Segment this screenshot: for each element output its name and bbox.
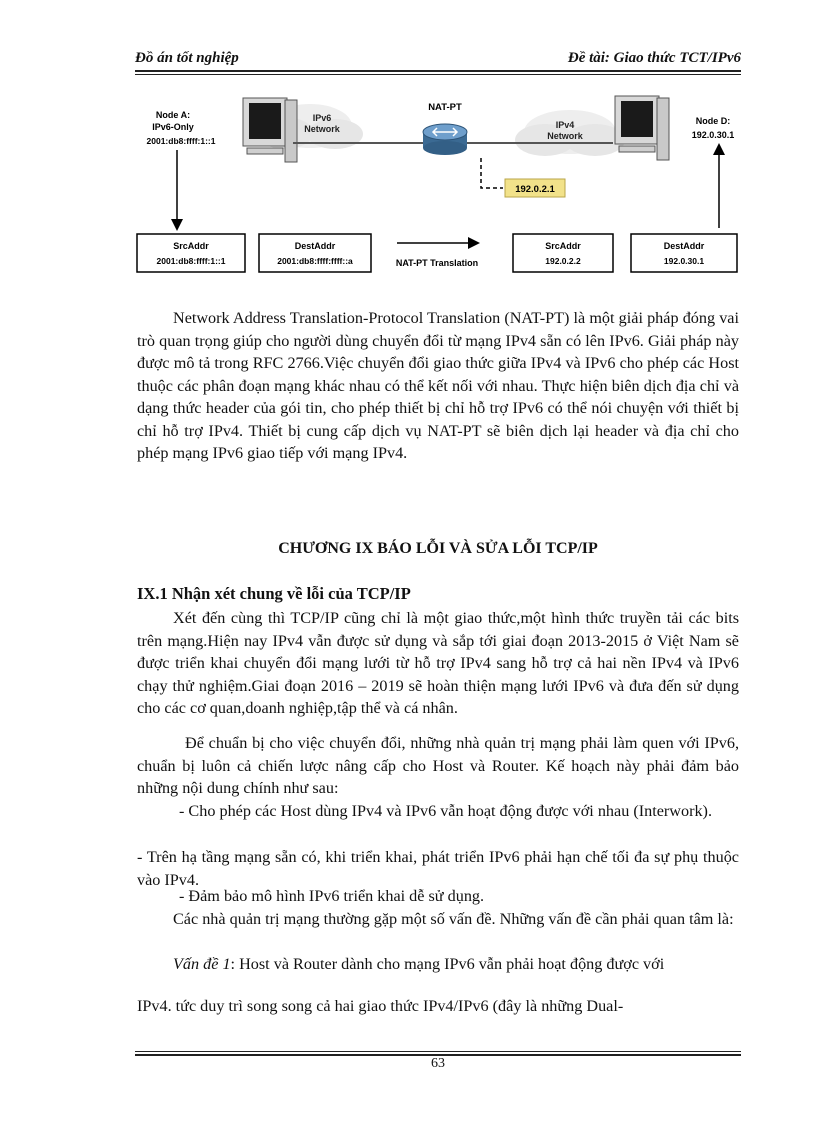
dest-addr-ipv4-value: 192.0.30.1 [663, 256, 705, 266]
issue-1-text: : Host và Router dành cho mạng IPv6 vẫn phải hoạt động được với [230, 955, 665, 973]
node-a-line3: 2001:db8:ffff:1::1 [146, 136, 216, 146]
nat-pt-paragraph: Network Address Translation-Protocol Translation (NAT-PT) là một giải pháp đóng vai trò quan trọng giúp cho người dùng chuyển đổi từ mạng IPv4 sẵn có lên IPv6. Giải pháp này được mô tả trong RFC 2766.Việc chuyển đổi giao thức giữa IPv4 và IPv6 cho phép các Host thuộc các phân đoạn mạng khác nhau có thể kết nối với nhau. Thực hiện biên dịch địa chỉ và dạng thức header của gói tin, cho phép thiết bị chỉ hỗ trợ IPv6 có thể nói chuyện với thiết bị chỉ hỗ trợ IPv4. Thiết bị cung cấp dịch vụ NAT-PT sẽ biên dịch lại header và địa chỉ cho phép mạng IPv6 giao tiếp với mạng IPv4. [137, 309, 739, 462]
chapter-title: CHƯƠNG IX BÁO LỖI VÀ SỬA LỖI TCP/IP [278, 540, 598, 557]
node-a-line2: IPv6-Only [152, 122, 194, 132]
dest-addr-ipv6-value: 2001:db8:ffff:ffff::a [277, 256, 353, 266]
node-a-line1: Node A: [155, 110, 191, 120]
section-title: IX.1 Nhận xét chung về lỗi của TCP/IP [137, 584, 411, 603]
bullet-interwork: - Cho phép các Host dùng IPv4 và IPv6 vẫn hoạt động được với nhau (Interwork). [179, 802, 712, 820]
node-d-line2: 192.0.30.1 [691, 130, 735, 140]
nat-address-text: 192.0.2.1 [515, 184, 555, 195]
header-right-title: Đề tài: Giao thức TCT/IPv6 [567, 50, 741, 66]
computer-a-icon [243, 98, 297, 162]
translation-label: NAT-PT Translation [395, 258, 479, 268]
paragraph-issues-intro: Các nhà quản trị mạng thường gặp một số vấn đề. Những vấn đề cần phải quan tâm là: [173, 910, 734, 928]
src-addr-ipv6-label: SrcAddr [173, 241, 209, 251]
page-number: 63 [431, 1056, 445, 1071]
node-d-line1: Node D: [695, 116, 731, 126]
src-addr-box-ipv6 [137, 234, 245, 272]
nat-pt-router-icon [423, 124, 467, 155]
dest-addr-box-ipv6 [259, 234, 371, 272]
footer-rule [135, 1051, 741, 1052]
header-rule-thin [135, 74, 741, 75]
dest-addr-ipv4-label: DestAddr [663, 241, 705, 251]
src-addr-ipv4-label: SrcAddr [545, 241, 581, 251]
paragraph-dual-stack: IPv4. tức duy trì song song cả hai giao thức IPv4/IPv6 (đây là những Dual- [137, 997, 624, 1015]
header-left-title: Đồ án tốt nghiệp [135, 50, 239, 66]
page-header [135, 50, 741, 70]
ipv4-network-label-1: IPv4 [555, 120, 575, 130]
src-addr-ipv6-value: 2001:db8:ffff:1::1 [156, 256, 226, 266]
bullet-infrastructure: - Trên hạ tầng mạng sẵn có, khi triển khai, phát triển IPv6 phải hạn chế tối đa sự phụ thuộc vào IPv4. [137, 848, 739, 889]
header-rule [135, 70, 741, 72]
paragraph-tcpip-overview: Xét đến cùng thì TCP/IP cũng chỉ là một giao thức,một hình thức truyền tải các bits trên mạng.Hiện nay IPv4 vẫn được sử dụng và sắp tới giai đoạn 2013-2015 ở Việt Nam sẽ được triển khai chuyển đổi mạng lưới từ hỗ trợ IPv4 sang hỗ trợ cả hai nền IPv4 và IPv6 chạy thử nghiệm.Giai đoạn 2016 – 2019 sẽ hoàn thiện mạng lưới IPv6 và đưa đến sử dụng cho các cơ quan,doanh nghiệp,tập thể và cá nhân. [137, 609, 739, 717]
nat-pt-label: NAT-PT [428, 102, 462, 113]
issue-1-label: Vấn đề 1 [173, 955, 231, 973]
src-addr-ipv4-value: 192.0.2.2 [545, 256, 581, 266]
ipv4-network-label-2: Network [547, 131, 583, 141]
nat-address-connector [481, 158, 503, 188]
src-addr-box-ipv4 [513, 234, 613, 272]
dest-addr-box-ipv4 [631, 234, 737, 272]
bullet-easy-deploy: - Đảm bảo mô hình IPv6 triển khai dễ sử dụng. [179, 887, 485, 905]
ipv6-network-label-1: IPv6 [312, 113, 332, 123]
ipv6-network-label-2: Network [304, 124, 340, 134]
paragraph-preparation: Để chuẩn bị cho việc chuyển đổi, những nhà quản trị mạng phải làm quen với IPv6, chuẩn bị luôn cả chiến lược nâng cấp cho Host và Router. Kế hoạch này phải đảm bảo những nội dung chính như sau: [137, 734, 739, 797]
dest-addr-ipv6-label: DestAddr [294, 241, 336, 251]
paragraph-issue-1 [137, 953, 739, 976]
nat-pt-diagram [135, 88, 741, 284]
computer-d-icon [615, 96, 669, 160]
